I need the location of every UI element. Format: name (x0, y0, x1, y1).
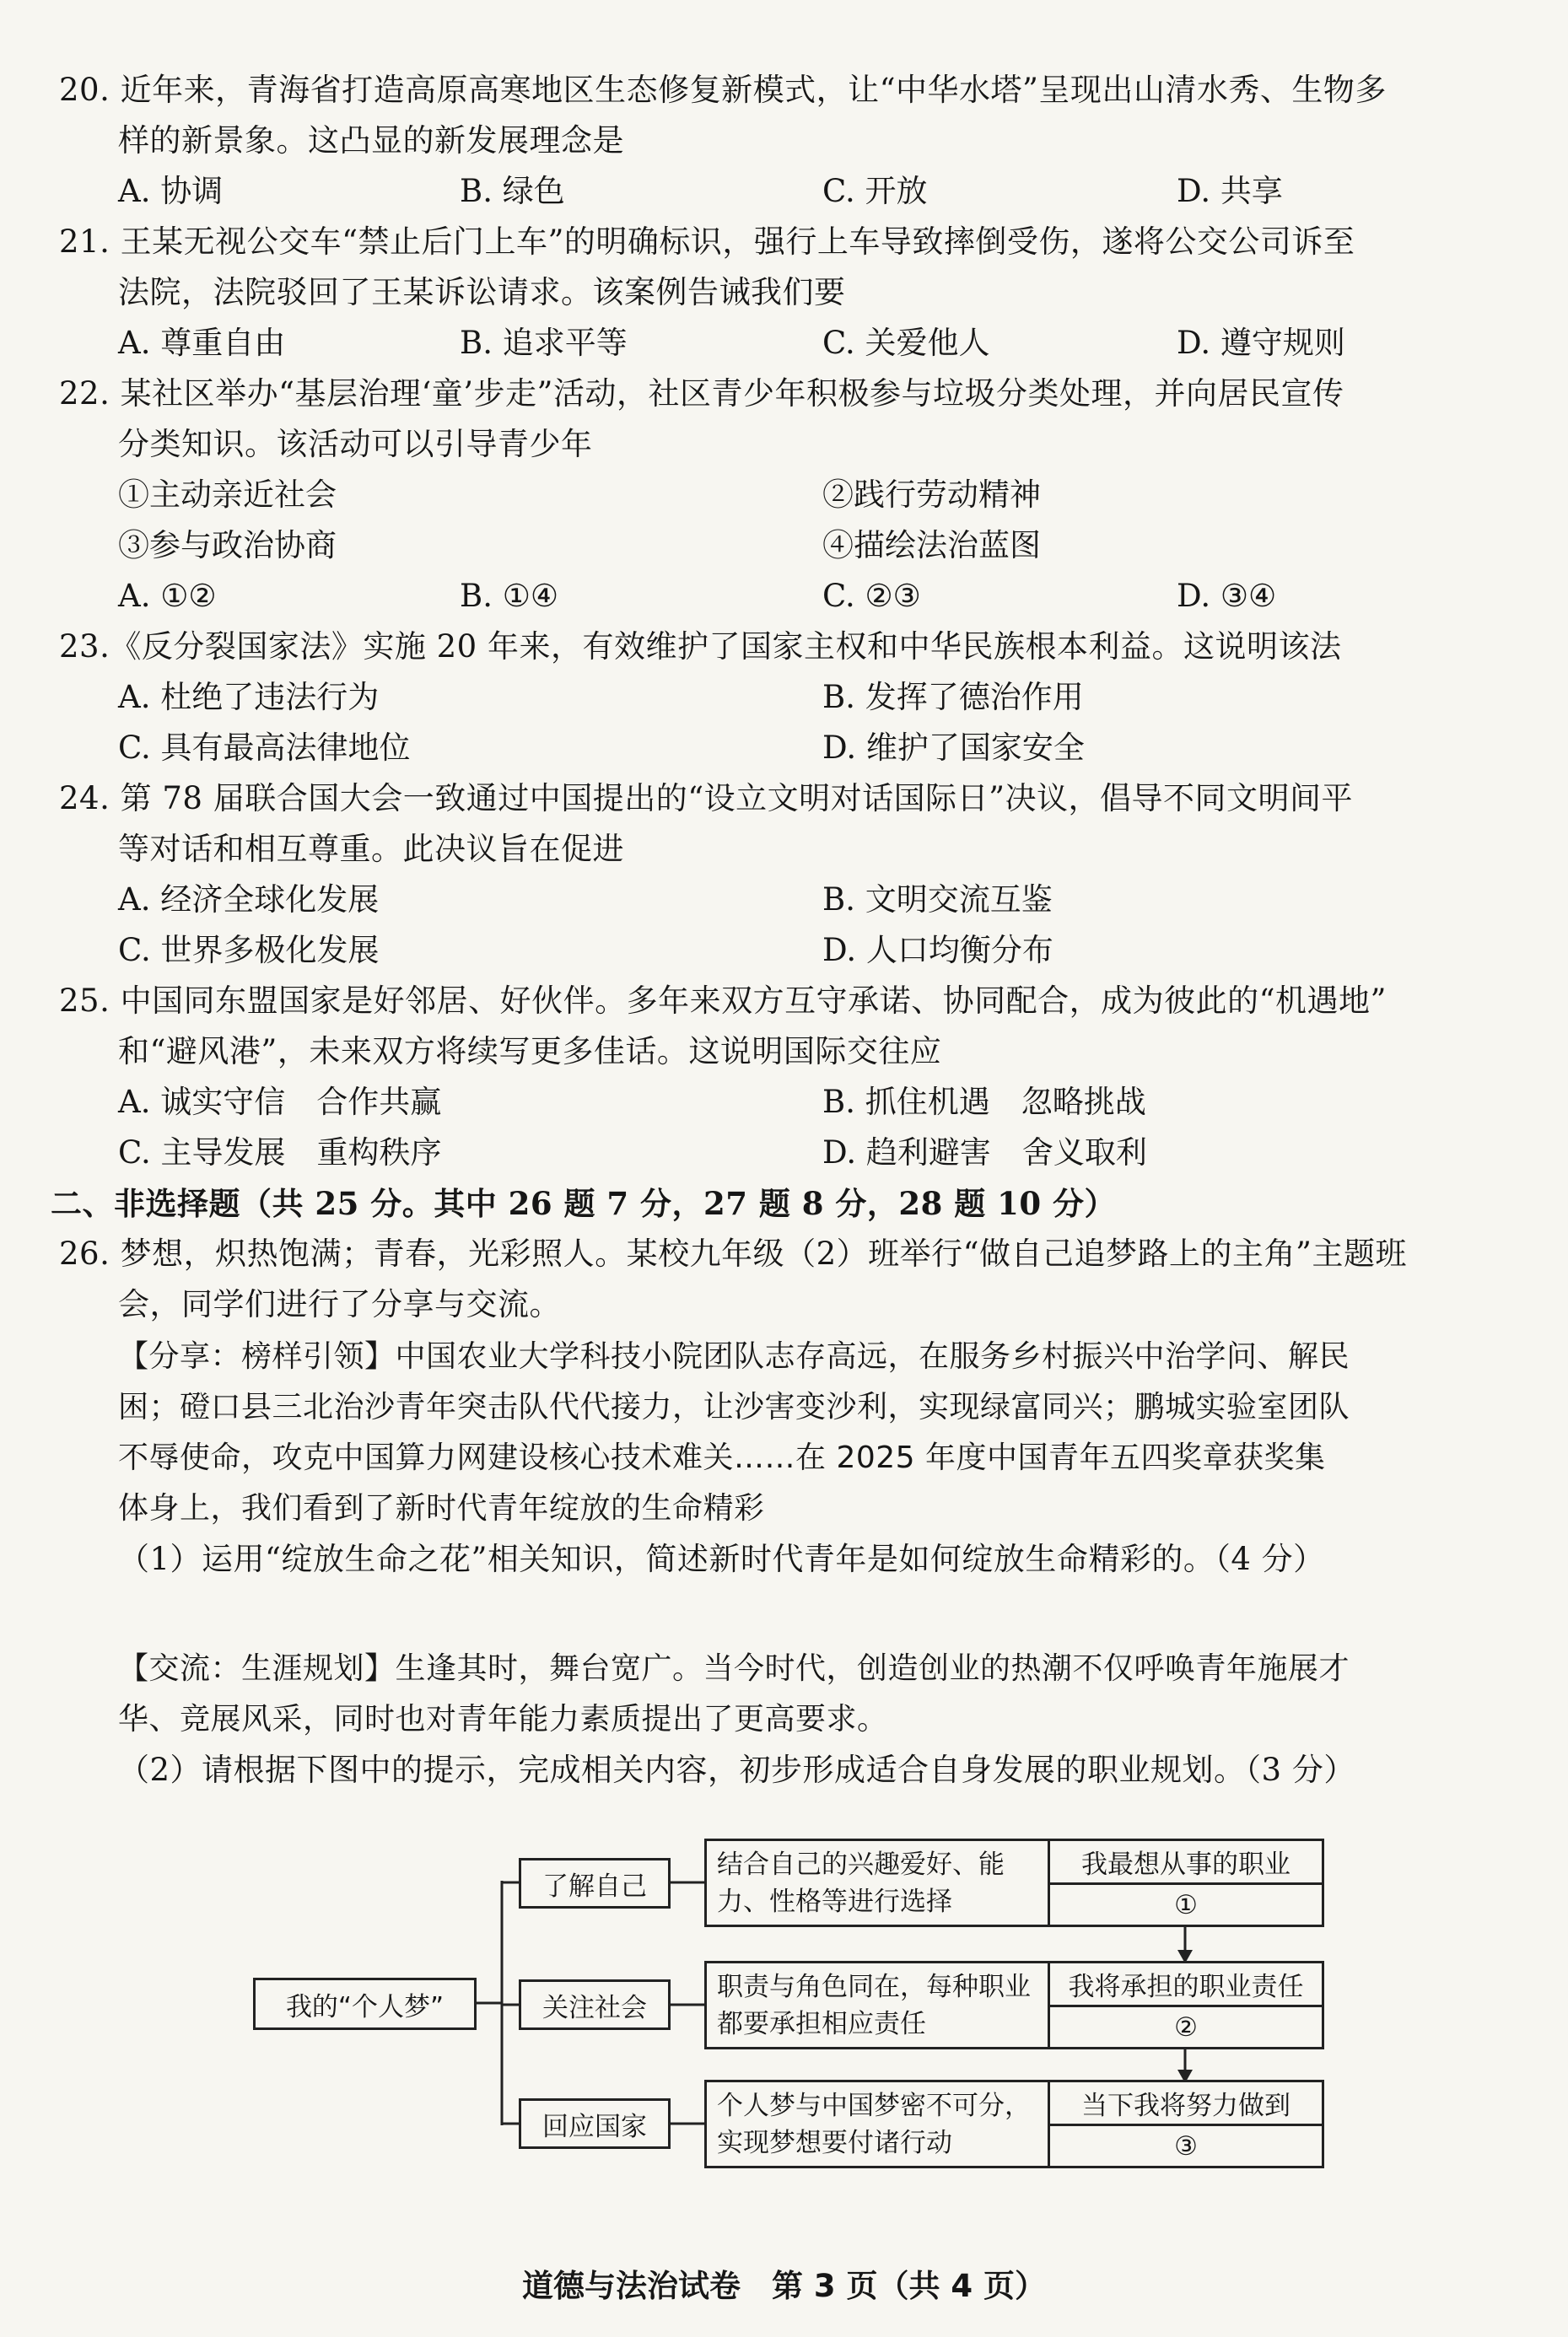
q26-exchange-line2: 华、竞展风采，同时也对青年能力素质提出了更高要求。 (118, 1702, 888, 1737)
branch-label-care-society: 关注社会 (519, 1979, 671, 2030)
q22-statement-2: ②践行劳动精神 (822, 477, 1041, 513)
q22-statement-4: ④描绘法治蓝图 (822, 527, 1041, 563)
q26-share-line1: 【分享：榜样引领】中国农业大学科技小院团队志存高远，在服务乡村振兴中治学问、解民 (118, 1339, 1350, 1374)
q25-option-b[interactable]: B. 抓住机遇 忽略挑战 (822, 1084, 1146, 1120)
q24-option-c[interactable]: C. 世界多极化发展 (118, 932, 380, 968)
branch-desc-3: 个人梦与中国梦密不可分，实现梦想要付诸行动 (704, 2080, 1050, 2168)
q26-stem-line2: 会，同学们进行了分享与交流。 (118, 1286, 561, 1322)
q22-option-d[interactable]: D. ③④ (1177, 578, 1277, 614)
branch-label-know-yourself: 了解自己 (519, 1858, 671, 1909)
answer-blank-2[interactable]: ② (1048, 2005, 1324, 2049)
answer-blank-1[interactable]: ① (1048, 1882, 1324, 1927)
q23-option-b[interactable]: B. 发挥了德治作用 (822, 679, 1084, 715)
current-action-header: 当下我将努力做到 (1048, 2080, 1324, 2126)
branch-label-serve-country: 回应国家 (519, 2098, 671, 2149)
q22-stem-line1: 22. 某社区举办“基层治理‘童’步走”活动，社区青少年积极参与垃圾分类处理，并向居民宣传 (59, 375, 1344, 412)
q24-option-d[interactable]: D. 人口均衡分布 (822, 932, 1053, 968)
branch-desc-1: 结合自己的兴趣爱好、能力、性格等进行选择 (704, 1839, 1050, 1927)
q22-statement-1: ①主动亲近社会 (118, 477, 337, 513)
q21-stem-line1: 21. 王某无视公交车“禁止后门上车”的明确标识，强行上车导致摔倒受伤，遂将公交公司诉至 (59, 223, 1355, 260)
branch-desc-2: 职责与角色同在，每种职业都要承担相应责任 (704, 1961, 1050, 2049)
q20-option-c[interactable]: C. 开放 (822, 173, 928, 209)
q23-option-a[interactable]: A. 杜绝了违法行为 (118, 679, 380, 715)
q21-option-a[interactable]: A. 尊重自由 (118, 325, 286, 361)
q26-share-line4: 体身上，我们看到了新时代青年绽放的生命精彩 (118, 1491, 765, 1526)
q22-statement-3: ③参与政治协商 (118, 527, 337, 563)
q20-option-a[interactable]: A. 协调 (118, 173, 224, 209)
q22-option-a[interactable]: A. ①② (118, 578, 217, 614)
q20-option-d[interactable]: D. 共享 (1177, 173, 1283, 209)
q25-option-d[interactable]: D. 趋利避害 舍义取利 (822, 1134, 1147, 1171)
career-goal-header: 我最想从事的职业 (1048, 1839, 1324, 1885)
q22-option-c[interactable]: C. ②③ (822, 578, 921, 614)
q26-subquestion-2: （2）请根据下图中的提示，完成相关内容，初步形成适合自身发展的职业规划。（3 分） (118, 1752, 1355, 1788)
q26-exchange-line1: 【交流：生涯规划】生逢其时，舞台宽广。当今时代，创造创业的热潮不仅呼唤青年施展才 (118, 1651, 1350, 1686)
q20-stem-line2: 样的新景象。这凸显的新发展理念是 (118, 122, 624, 159)
q24-option-a[interactable]: A. 经济全球化发展 (118, 881, 380, 918)
q25-stem-line2: 和“避风港”，未来双方将续写更多佳话。这说明国际交往应 (118, 1033, 942, 1069)
q26-subquestion-1: （1）运用“绽放生命之花”相关知识，简述新时代青年是如何绽放生命精彩的。（4 分） (118, 1541, 1325, 1577)
answer-blank-3[interactable]: ③ (1048, 2124, 1324, 2168)
q21-option-b[interactable]: B. 追求平等 (460, 325, 628, 361)
q25-option-a[interactable]: A. 诚实守信 合作共赢 (118, 1084, 442, 1120)
q25-stem-line1: 25. 中国同东盟国家是好邻居、好伙伴。多年来双方互守承诺、协同配合，成为彼此的“机遇地” (59, 983, 1387, 1019)
q26-stem-line1: 26. 梦想，炽热饱满；青春，光彩照人。某校九年级（2）班举行“做自己追梦路上的主角”主题班 (59, 1236, 1407, 1272)
q23-stem-line1: 23.《反分裂国家法》实施 20 年来，有效维护了国家主权和中华民族根本利益。这说明该法 (59, 628, 1342, 665)
diagram-root-node: 我的“个人梦” (253, 1978, 477, 2030)
section-heading: 二、非选择题（共 25 分。其中 26 题 7 分，27 题 8 分，28 题 10 分） (51, 1185, 1117, 1222)
q23-option-c[interactable]: C. 具有最高法律地位 (118, 730, 411, 766)
q25-option-c[interactable]: C. 主导发展 重构秩序 (118, 1134, 442, 1171)
q21-option-c[interactable]: C. 关爱他人 (822, 325, 990, 361)
q26-share-line3: 不辱使命，攻克中国算力网建设核心技术难关……在 2025 年度中国青年五四奖章获奖集 (118, 1440, 1326, 1475)
q20-option-b[interactable]: B. 绿色 (460, 173, 565, 209)
career-responsibility-header: 我将承担的职业责任 (1048, 1961, 1324, 2007)
page-footer: 道德与法治试卷 第 3 页（共 4 页） (521, 2268, 1046, 2304)
q22-option-b[interactable]: B. ①④ (460, 578, 559, 614)
q24-stem-line2: 等对话和相互尊重。此决议旨在促进 (118, 831, 624, 867)
q20-stem-line1: 20. 近年来，青海省打造高原高寒地区生态修复新模式，让“中华水塔”呈现出山清水秀、生物多 (59, 72, 1387, 108)
q24-option-b[interactable]: B. 文明交流互鉴 (822, 881, 1053, 918)
q22-stem-line2: 分类知识。该活动可以引导青少年 (118, 426, 593, 462)
q23-option-d[interactable]: D. 维护了国家安全 (822, 730, 1085, 766)
q26-share-line2: 困；磴口县三北治沙青年突击队代代接力，让沙害变沙利，实现绿富同兴；鹏城实验室团队 (118, 1390, 1350, 1424)
q21-option-d[interactable]: D. 遵守规则 (1177, 325, 1345, 361)
q24-stem-line1: 24. 第 78 届联合国大会一致通过中国提出的“设立文明对话国际日”决议，倡导不同文明间平 (59, 780, 1354, 816)
q21-stem-line2: 法院，法院驳回了王某诉讼请求。该案例告诫我们要 (118, 274, 846, 310)
